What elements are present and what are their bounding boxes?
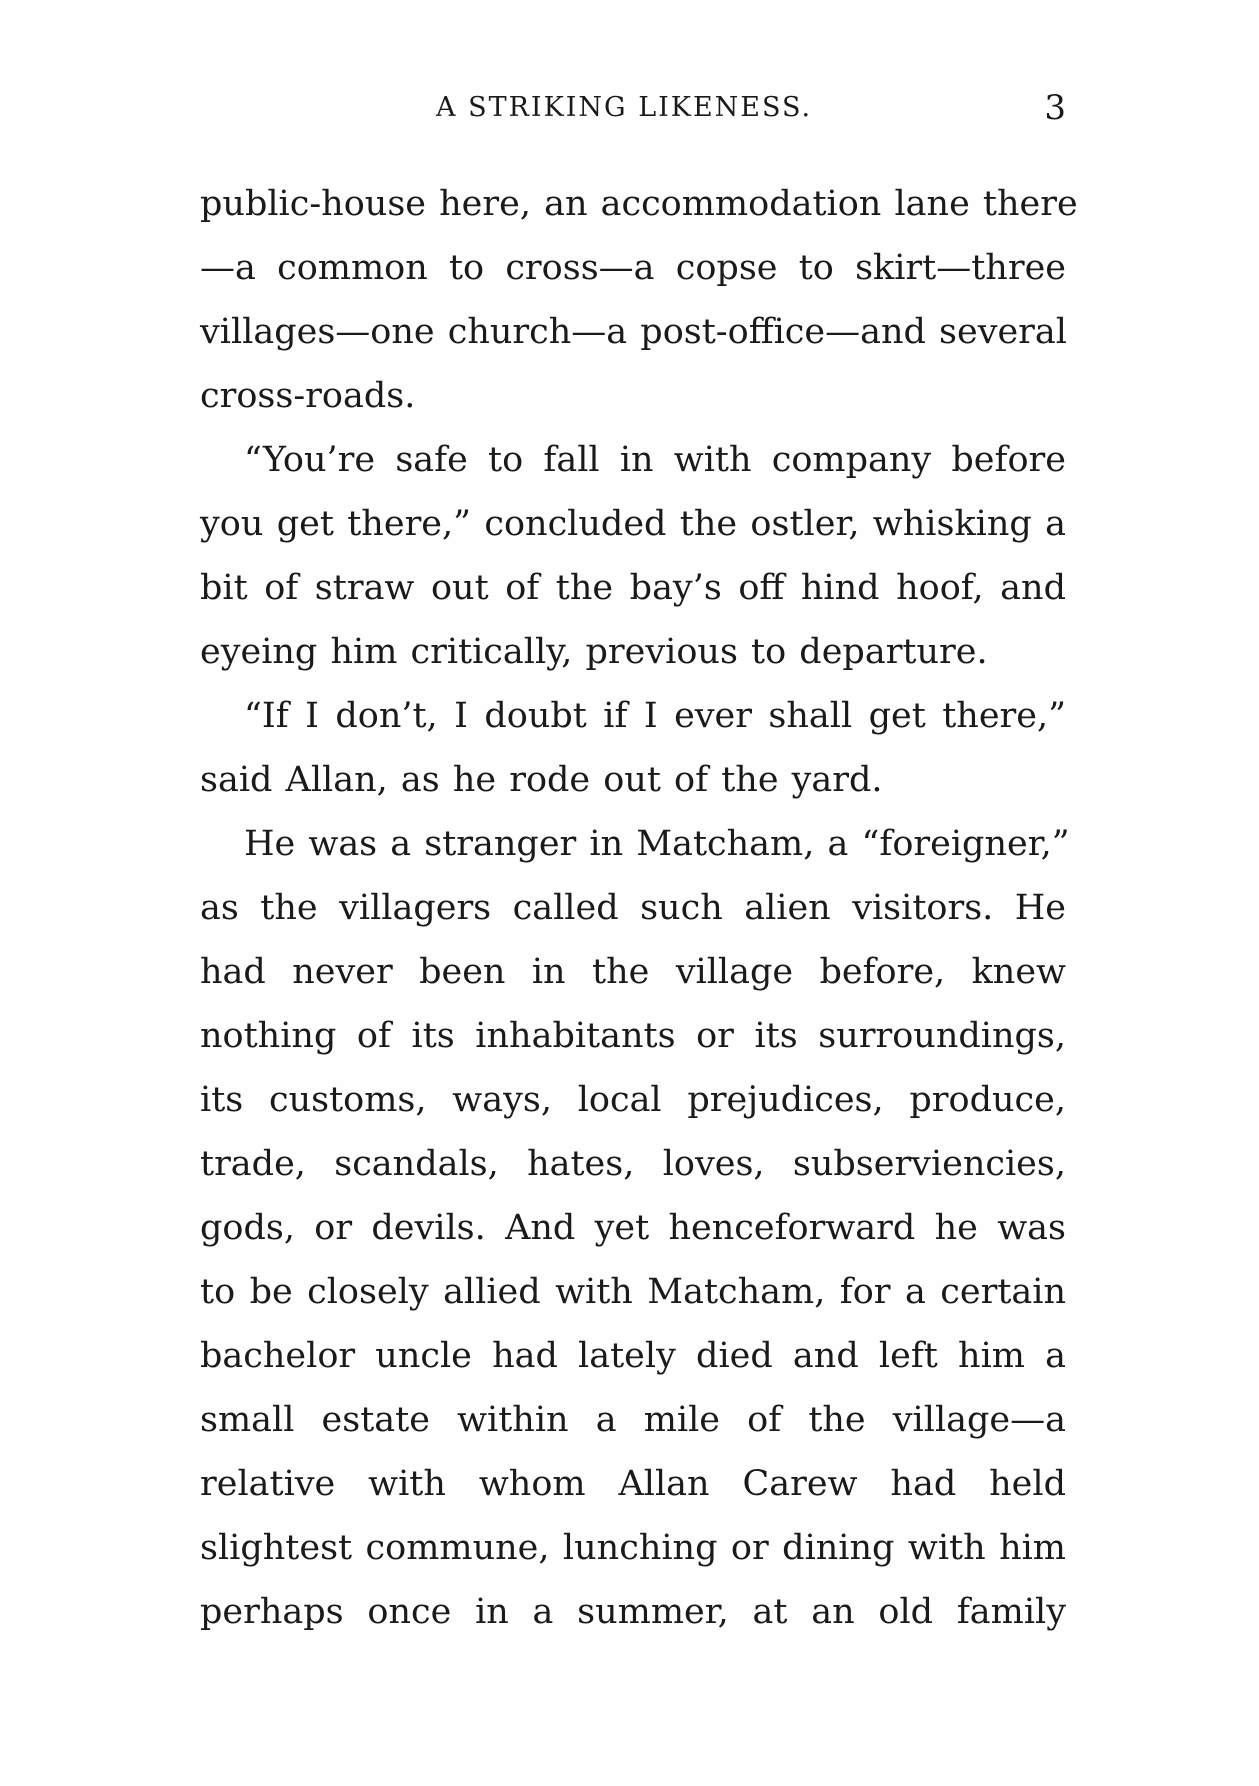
text-line: small estate within a mile of the village—a [200, 1400, 1066, 1440]
text-line: —a common to cross—a copse to skirt—three [200, 248, 1066, 288]
text-line: gods, or devils. And yet henceforward he was [200, 1208, 1066, 1248]
text-line: bit of straw out of the bay’s off hind hoof, and [200, 568, 1066, 608]
page-number: 3 [1044, 88, 1066, 128]
running-title: A STRIKING LIKENESS. [436, 92, 813, 123]
text-line: bachelor uncle had lately died and left him a [200, 1336, 1066, 1376]
body-text [200, 172, 1078, 1644]
text-line: to be closely allied with Matcham, for a certain [200, 1272, 1066, 1312]
text-line: you get there,” concluded the ostler, whisking a [200, 504, 1066, 544]
text-line: its customs, ways, local prejudices, produce, [200, 1080, 1066, 1120]
text-line: said Allan, as he rode out of the yard. [200, 760, 883, 800]
text-line: trade, scandals, hates, loves, subserviencies, [200, 1144, 1066, 1184]
text-line: “If I don’t, I doubt if I ever shall get there,” [244, 696, 1066, 736]
text-line: as the villagers called such alien visitors. He [200, 888, 1066, 928]
text-line: slightest commune, lunching or dining with him [200, 1528, 1066, 1568]
text-line: nothing of its inhabitants or its surroundings, [200, 1016, 1066, 1056]
text-line: perhaps once in a summer, at an old family [200, 1592, 1066, 1632]
text-line: cross-roads. [200, 376, 416, 416]
text-line: “You’re safe to fall in with company before [244, 440, 1066, 480]
text-line: relative with whom Allan Carew had held [200, 1464, 1066, 1504]
text-line: public-house here, an accommodation lane there [200, 184, 1078, 224]
text-line: He was a stranger in Matcham, a “foreigner,” [244, 824, 1070, 864]
running-head [200, 88, 1066, 128]
text-line: had never been in the village before, knew [200, 952, 1066, 992]
text-line: eyeing him critically, previous to departure. [200, 632, 988, 672]
text-line: villages—one church—a post-office—and several [200, 312, 1067, 352]
